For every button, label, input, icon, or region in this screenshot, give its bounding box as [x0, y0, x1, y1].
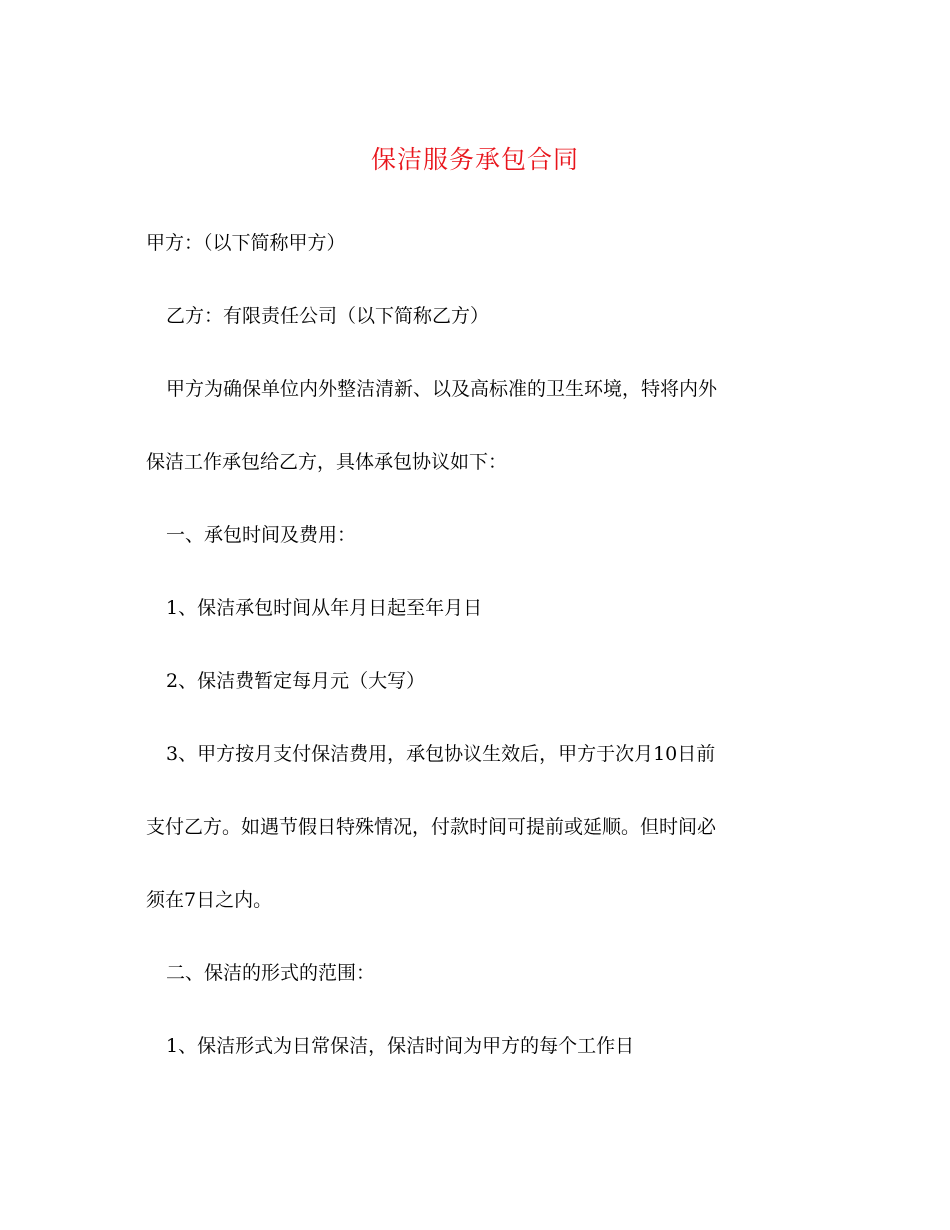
section-2-heading: 二、保洁的形式的范围：: [166, 962, 376, 984]
section-1-item-1: 1、保洁承包时间从年月日起至年月日: [166, 597, 483, 619]
section-1-item-2: 2、保洁费暂定每月元（大写）: [166, 670, 426, 692]
document-title: 保洁服务承包合同: [370, 145, 579, 174]
preamble-line-2: 保洁工作承包给乙方，具体承包协议如下：: [146, 451, 508, 473]
party-b-line: 乙方：有限责任公司（以下简称乙方）: [166, 305, 490, 327]
party-a-line: 甲方：（以下简称甲方）: [146, 232, 346, 254]
section-1-item-3-line-2: 支付乙方。如遇节假日特殊情况，付款时间可提前或延顺。但时间必: [146, 816, 717, 838]
section-2-item-1: 1、保洁形式为日常保洁，保洁时间为甲方的每个工作日: [166, 1035, 635, 1057]
section-1-item-3-line-1: 3、甲方按月支付保洁费用，承包协议生效后，甲方于次月10日前: [166, 743, 716, 765]
section-1-item-3-line-3: 须在7日之内。: [146, 889, 273, 911]
section-1-heading: 一、承包时间及费用：: [166, 524, 357, 546]
preamble-line-1: 甲方为确保单位内外整洁清新、以及高标准的卫生环境，特将内外: [166, 378, 718, 400]
